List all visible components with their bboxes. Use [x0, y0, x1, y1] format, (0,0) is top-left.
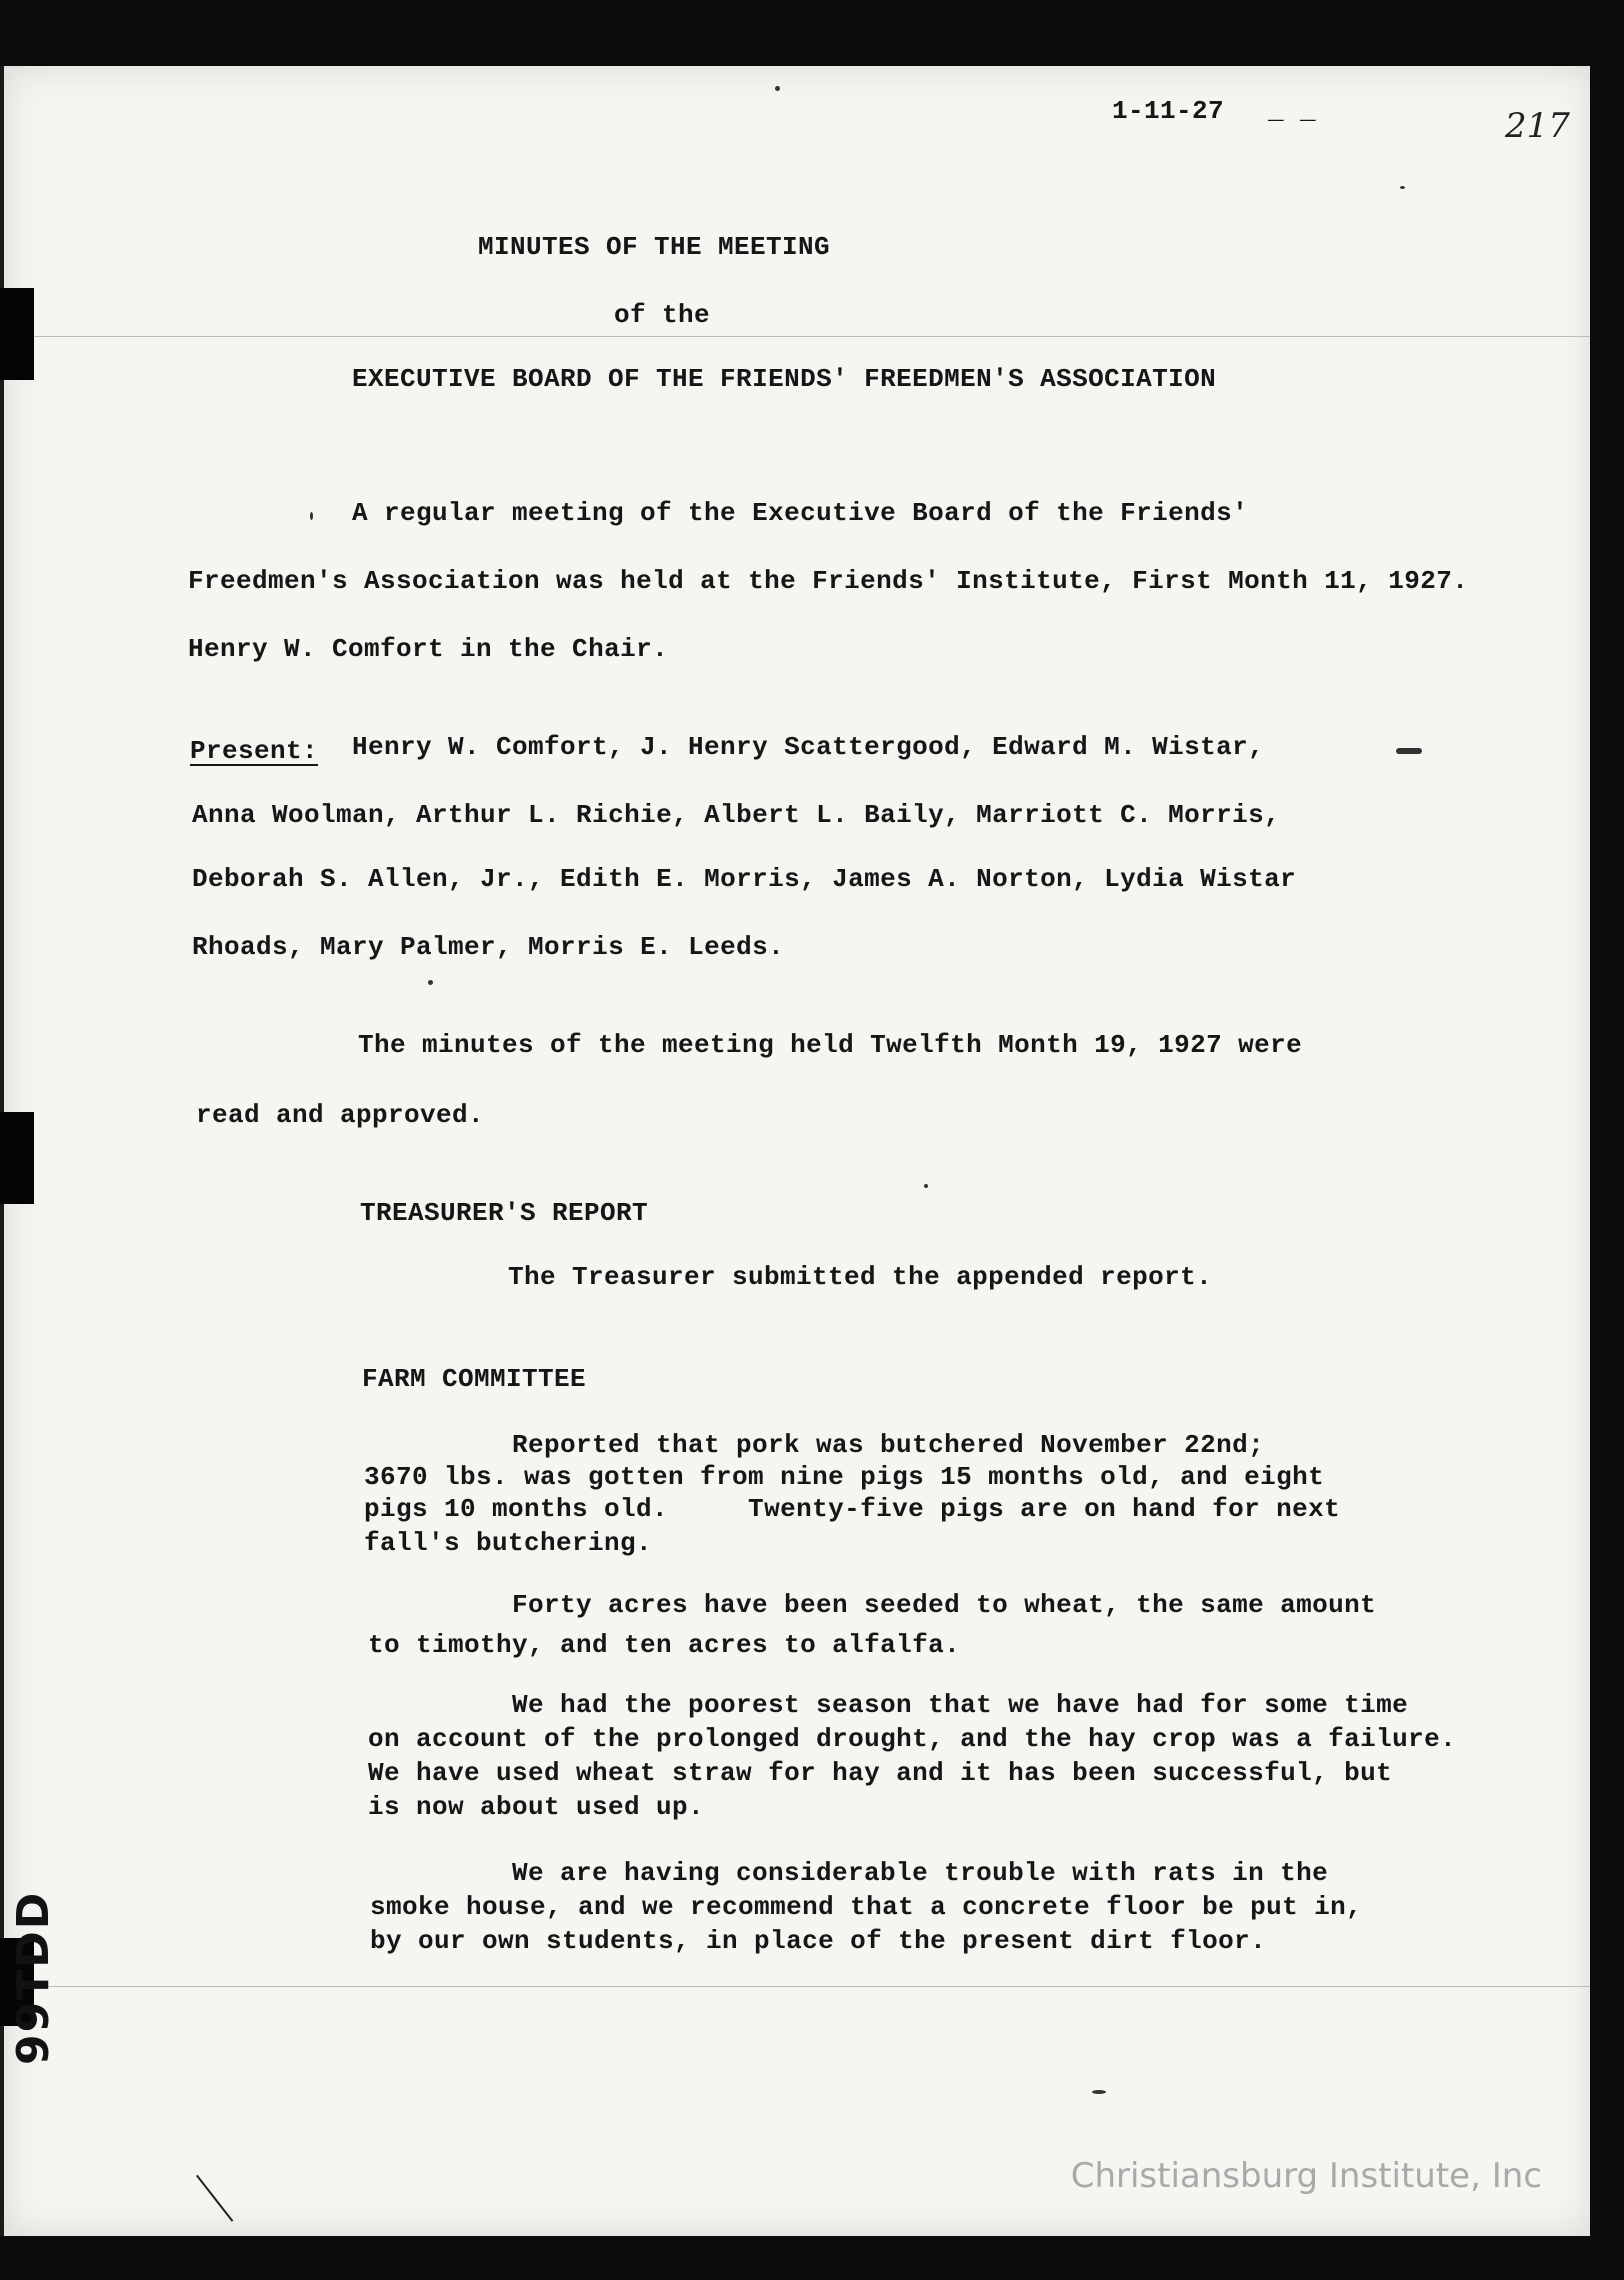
present-line-4: Rhoads, Mary Palmer, Morris E. Leeds.	[192, 932, 785, 962]
page-number: 217	[1505, 106, 1570, 146]
treasurer-heading: TREASURER'S REPORT	[360, 1198, 649, 1228]
registration-mark	[0, 288, 34, 380]
farm-para1-line-4: fall's butchering.	[364, 1528, 653, 1558]
minutes-line-2: read and approved.	[196, 1100, 485, 1130]
scan-speck	[1396, 748, 1422, 754]
farm-para1-line-3: pigs 10 months old. Twenty-five pigs are on hand for next	[364, 1494, 1341, 1524]
document-date: 1-11-27	[1112, 96, 1225, 126]
scan-speck	[310, 512, 313, 520]
scan-edge	[1590, 0, 1624, 2280]
farm-para3-line-2: on account of the prolonged drought, and the hay crop was a failure.	[368, 1724, 1457, 1754]
farm-para4-line-3: by our own students, in place of the present dirt floor.	[370, 1926, 1267, 1956]
scan-speck	[428, 980, 433, 985]
title-line-2: of the	[614, 300, 711, 330]
title-line-3: EXECUTIVE BOARD OF THE FRIENDS' FREEDMEN'S ASSOCIATION	[352, 364, 1217, 394]
registration-mark	[0, 1112, 34, 1204]
farm-para4-line-1: We are having considerable trouble with rats in the	[512, 1858, 1329, 1888]
farm-para3-line-4: is now about used up.	[368, 1792, 705, 1822]
dash-marks: _ _	[1268, 96, 1317, 126]
scan-speck	[1400, 186, 1405, 189]
scan-speck	[1092, 2090, 1106, 2094]
watermark: Christiansburg Institute, Inc	[1070, 2156, 1542, 2196]
scan-speck	[924, 1184, 928, 1188]
farm-para3-line-3: We have used wheat straw for hay and it has been successful, but	[368, 1758, 1393, 1788]
present-line-3: Deborah S. Allen, Jr., Edith E. Morris, James A. Norton, Lydia Wistar	[192, 864, 1297, 894]
scan-speck	[775, 86, 780, 91]
side-stamp: 99TDD	[8, 1890, 59, 2065]
intro-line-1: A regular meeting of the Executive Board of the Friends'	[352, 498, 1249, 528]
title-line-1: MINUTES OF THE MEETING	[478, 232, 831, 262]
farm-heading: FARM COMMITTEE	[362, 1364, 587, 1394]
farm-para2-line-1: Forty acres have been seeded to wheat, the same amount	[512, 1590, 1377, 1620]
present-label: Present:	[190, 736, 319, 766]
farm-para1-line-1: Reported that pork was butchered November 22nd;	[512, 1430, 1265, 1460]
farm-para2-line-2: to timothy, and ten acres to alfalfa.	[368, 1630, 961, 1660]
fold-line	[4, 1986, 1594, 1987]
treasurer-text: The Treasurer submitted the appended report.	[508, 1262, 1213, 1292]
fold-line	[4, 336, 1594, 337]
farm-para1-line-2: 3670 lbs. was gotten from nine pigs 15 months old, and eight	[364, 1462, 1325, 1492]
farm-para3-line-1: We had the poorest season that we have had for some time	[512, 1690, 1409, 1720]
minutes-line-1: The minutes of the meeting held Twelfth Month 19, 1927 were	[358, 1030, 1303, 1060]
farm-para4-line-2: smoke house, and we recommend that a concrete floor be put in,	[370, 1892, 1363, 1922]
present-line-1: Henry W. Comfort, J. Henry Scattergood, Edward M. Wistar,	[352, 732, 1265, 762]
intro-line-3: Henry W. Comfort in the Chair.	[188, 634, 669, 664]
present-line-2: Anna Woolman, Arthur L. Richie, Albert L. Baily, Marriott C. Morris,	[192, 800, 1281, 830]
intro-line-2: Freedmen's Association was held at the Friends' Institute, First Month 11, 1927.	[188, 566, 1469, 596]
